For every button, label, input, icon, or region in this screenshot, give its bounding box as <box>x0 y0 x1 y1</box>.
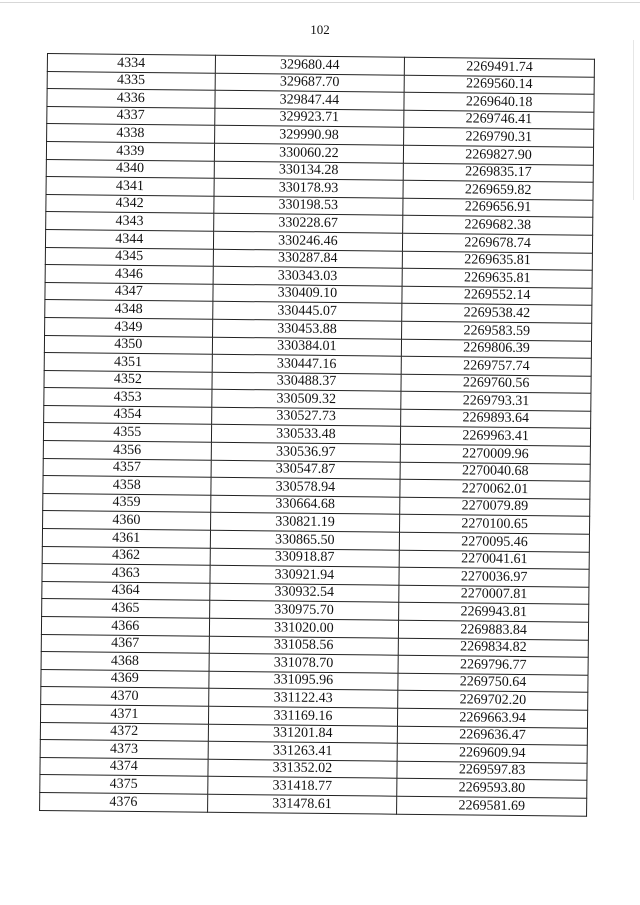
y-coordinate-cell: 2269640.18 <box>404 92 594 112</box>
y-coordinate-cell: 2269682.38 <box>403 216 593 236</box>
y-coordinate-cell: 2270100.65 <box>400 515 590 535</box>
page-number: 102 <box>310 22 330 37</box>
x-coordinate-cell: 330287.84 <box>213 249 403 269</box>
x-coordinate-cell: 330384.01 <box>212 337 402 357</box>
y-coordinate-cell: 2269793.31 <box>401 392 591 412</box>
x-coordinate-cell: 330533.48 <box>211 425 401 445</box>
y-coordinate-cell: 2270007.81 <box>399 585 589 605</box>
x-coordinate-cell: 330547.87 <box>211 460 401 480</box>
y-coordinate-cell: 2269835.17 <box>403 163 593 183</box>
point-number-cell: 4371 <box>40 704 208 723</box>
scan-edge-line <box>633 40 634 200</box>
point-number-cell: 4374 <box>40 757 208 776</box>
point-number-cell: 4346 <box>45 265 213 284</box>
y-coordinate-cell: 2269609.94 <box>397 743 587 763</box>
x-coordinate-cell: 330918.87 <box>210 548 400 568</box>
point-number-cell: 4356 <box>43 441 211 460</box>
x-coordinate-cell: 329847.44 <box>215 90 405 110</box>
point-number-cell: 4353 <box>44 388 212 407</box>
x-coordinate-cell: 329680.44 <box>215 55 405 75</box>
coordinates-table-body <box>40 54 595 816</box>
x-coordinate-cell: 331352.02 <box>208 759 398 779</box>
x-coordinate-cell: 330178.93 <box>214 178 404 198</box>
point-number-cell: 4335 <box>47 71 215 90</box>
y-coordinate-cell: 2269806.39 <box>402 339 592 359</box>
point-number-cell: 4359 <box>43 493 211 512</box>
x-coordinate-cell: 330536.97 <box>211 442 401 462</box>
y-coordinate-cell: 2269790.31 <box>404 128 594 148</box>
y-coordinate-cell: 2269796.77 <box>398 655 588 675</box>
point-number-cell: 4352 <box>44 370 212 389</box>
y-coordinate-cell: 2269746.41 <box>404 110 594 130</box>
coordinates-table <box>39 53 595 816</box>
x-coordinate-cell: 329990.98 <box>214 126 404 146</box>
y-coordinate-cell: 2269552.14 <box>402 286 592 306</box>
x-coordinate-cell: 331020.00 <box>209 618 399 638</box>
point-number-cell: 4364 <box>42 581 210 600</box>
y-coordinate-cell: 2269593.80 <box>397 779 587 799</box>
y-coordinate-cell: 2270062.01 <box>400 479 590 499</box>
point-number-cell: 4355 <box>43 423 211 442</box>
x-coordinate-cell: 331058.56 <box>209 636 399 656</box>
y-coordinate-cell: 2269943.81 <box>399 603 589 623</box>
point-number-cell: 4372 <box>40 722 208 741</box>
point-number-cell: 4342 <box>46 194 214 213</box>
y-coordinate-cell: 2269597.83 <box>397 761 587 781</box>
point-number-cell: 4376 <box>40 792 208 811</box>
scan-edge-line <box>0 2 640 3</box>
x-coordinate-cell: 331169.16 <box>208 706 398 726</box>
point-number-cell: 4349 <box>45 317 213 336</box>
y-coordinate-cell: 2269883.84 <box>399 620 589 640</box>
point-number-cell: 4373 <box>40 740 208 759</box>
point-number-cell: 4334 <box>47 54 215 73</box>
y-coordinate-cell: 2269963.41 <box>401 427 591 447</box>
y-coordinate-cell: 2269659.82 <box>403 180 593 200</box>
point-number-cell: 4350 <box>44 335 212 354</box>
point-number-cell: 4343 <box>46 212 214 231</box>
x-coordinate-cell: 330578.94 <box>210 477 400 497</box>
point-number-cell: 4361 <box>42 529 210 548</box>
y-coordinate-cell: 2270040.68 <box>400 462 590 482</box>
x-coordinate-cell: 331478.61 <box>207 794 397 814</box>
point-number-cell: 4365 <box>42 599 210 618</box>
y-coordinate-cell: 2269678.74 <box>403 233 593 253</box>
y-coordinate-cell: 2269656.91 <box>403 198 593 218</box>
x-coordinate-cell: 331078.70 <box>209 653 399 673</box>
x-coordinate-cell: 330447.16 <box>212 354 402 374</box>
x-coordinate-cell: 330343.03 <box>213 266 403 286</box>
x-coordinate-cell: 330921.94 <box>210 565 400 585</box>
y-coordinate-cell: 2270036.97 <box>399 567 589 587</box>
y-coordinate-cell: 2269834.82 <box>398 638 588 658</box>
y-coordinate-cell: 2269583.59 <box>402 321 592 341</box>
point-number-cell: 4340 <box>46 159 214 178</box>
x-coordinate-cell: 330488.37 <box>212 372 402 392</box>
point-number-cell: 4344 <box>45 229 213 248</box>
point-number-cell: 4368 <box>41 652 209 671</box>
y-coordinate-cell: 2269635.81 <box>402 268 592 288</box>
y-coordinate-cell: 2270095.46 <box>400 532 590 552</box>
y-coordinate-cell: 2269581.69 <box>397 796 587 816</box>
point-number-cell: 4336 <box>47 89 215 108</box>
x-coordinate-cell: 330134.28 <box>214 161 404 181</box>
point-number-cell: 4357 <box>43 458 211 477</box>
point-number-cell: 4366 <box>41 616 209 635</box>
x-coordinate-cell: 330198.53 <box>213 196 403 216</box>
x-coordinate-cell: 330932.54 <box>209 583 399 603</box>
point-number-cell: 4358 <box>43 476 211 495</box>
point-number-cell: 4375 <box>40 775 208 794</box>
y-coordinate-cell: 2269893.64 <box>401 409 591 429</box>
x-coordinate-cell: 330228.67 <box>213 214 403 234</box>
point-number-cell: 4362 <box>42 546 210 565</box>
y-coordinate-cell: 2269635.81 <box>403 251 593 271</box>
x-coordinate-cell: 329687.70 <box>215 73 405 93</box>
x-coordinate-cell: 330975.70 <box>209 601 399 621</box>
point-number-cell: 4351 <box>44 353 212 372</box>
x-coordinate-cell: 331418.77 <box>207 777 397 797</box>
y-coordinate-cell: 2270079.89 <box>400 497 590 517</box>
point-number-cell: 4348 <box>45 300 213 319</box>
point-number-cell: 4345 <box>45 247 213 266</box>
point-number-cell: 4370 <box>41 687 209 706</box>
point-number-cell: 4363 <box>42 564 210 583</box>
y-coordinate-cell: 2270041.61 <box>399 550 589 570</box>
point-number-cell: 4339 <box>46 141 214 160</box>
y-coordinate-cell: 2269702.20 <box>398 691 588 711</box>
y-coordinate-cell: 2269663.94 <box>398 708 588 728</box>
point-number-cell: 4341 <box>46 177 214 196</box>
y-coordinate-cell: 2269636.47 <box>398 726 588 746</box>
x-coordinate-cell: 329923.71 <box>214 108 404 128</box>
point-number-cell: 4367 <box>41 634 209 653</box>
x-coordinate-cell: 330453.88 <box>212 319 402 339</box>
x-coordinate-cell: 330664.68 <box>210 495 400 515</box>
point-number-cell: 4337 <box>47 106 215 125</box>
x-coordinate-cell: 331201.84 <box>208 724 398 744</box>
x-coordinate-cell: 330445.07 <box>212 302 402 322</box>
point-number-cell: 4347 <box>45 282 213 301</box>
x-coordinate-cell: 330527.73 <box>211 407 401 427</box>
y-coordinate-cell: 2269491.74 <box>405 57 595 77</box>
x-coordinate-cell: 331263.41 <box>208 741 398 761</box>
x-coordinate-cell: 330865.50 <box>210 530 400 550</box>
x-coordinate-cell: 330509.32 <box>211 390 401 410</box>
x-coordinate-cell: 330409.10 <box>212 284 402 304</box>
y-coordinate-cell: 2270009.96 <box>400 444 590 464</box>
point-number-cell: 4354 <box>44 405 212 424</box>
x-coordinate-cell: 330246.46 <box>213 231 403 251</box>
x-coordinate-cell: 331122.43 <box>208 689 398 709</box>
y-coordinate-cell: 2269760.56 <box>401 374 591 394</box>
point-number-cell: 4369 <box>41 669 209 688</box>
y-coordinate-cell: 2269538.42 <box>402 304 592 324</box>
point-number-cell: 4338 <box>47 124 215 143</box>
y-coordinate-cell: 2269827.90 <box>404 145 594 165</box>
y-coordinate-cell: 2269757.74 <box>401 356 591 376</box>
x-coordinate-cell: 330821.19 <box>210 513 400 533</box>
y-coordinate-cell: 2269560.14 <box>404 75 594 95</box>
y-coordinate-cell: 2269750.64 <box>398 673 588 693</box>
x-coordinate-cell: 331095.96 <box>208 671 398 691</box>
point-number-cell: 4360 <box>43 511 211 530</box>
x-coordinate-cell: 330060.22 <box>214 143 404 163</box>
